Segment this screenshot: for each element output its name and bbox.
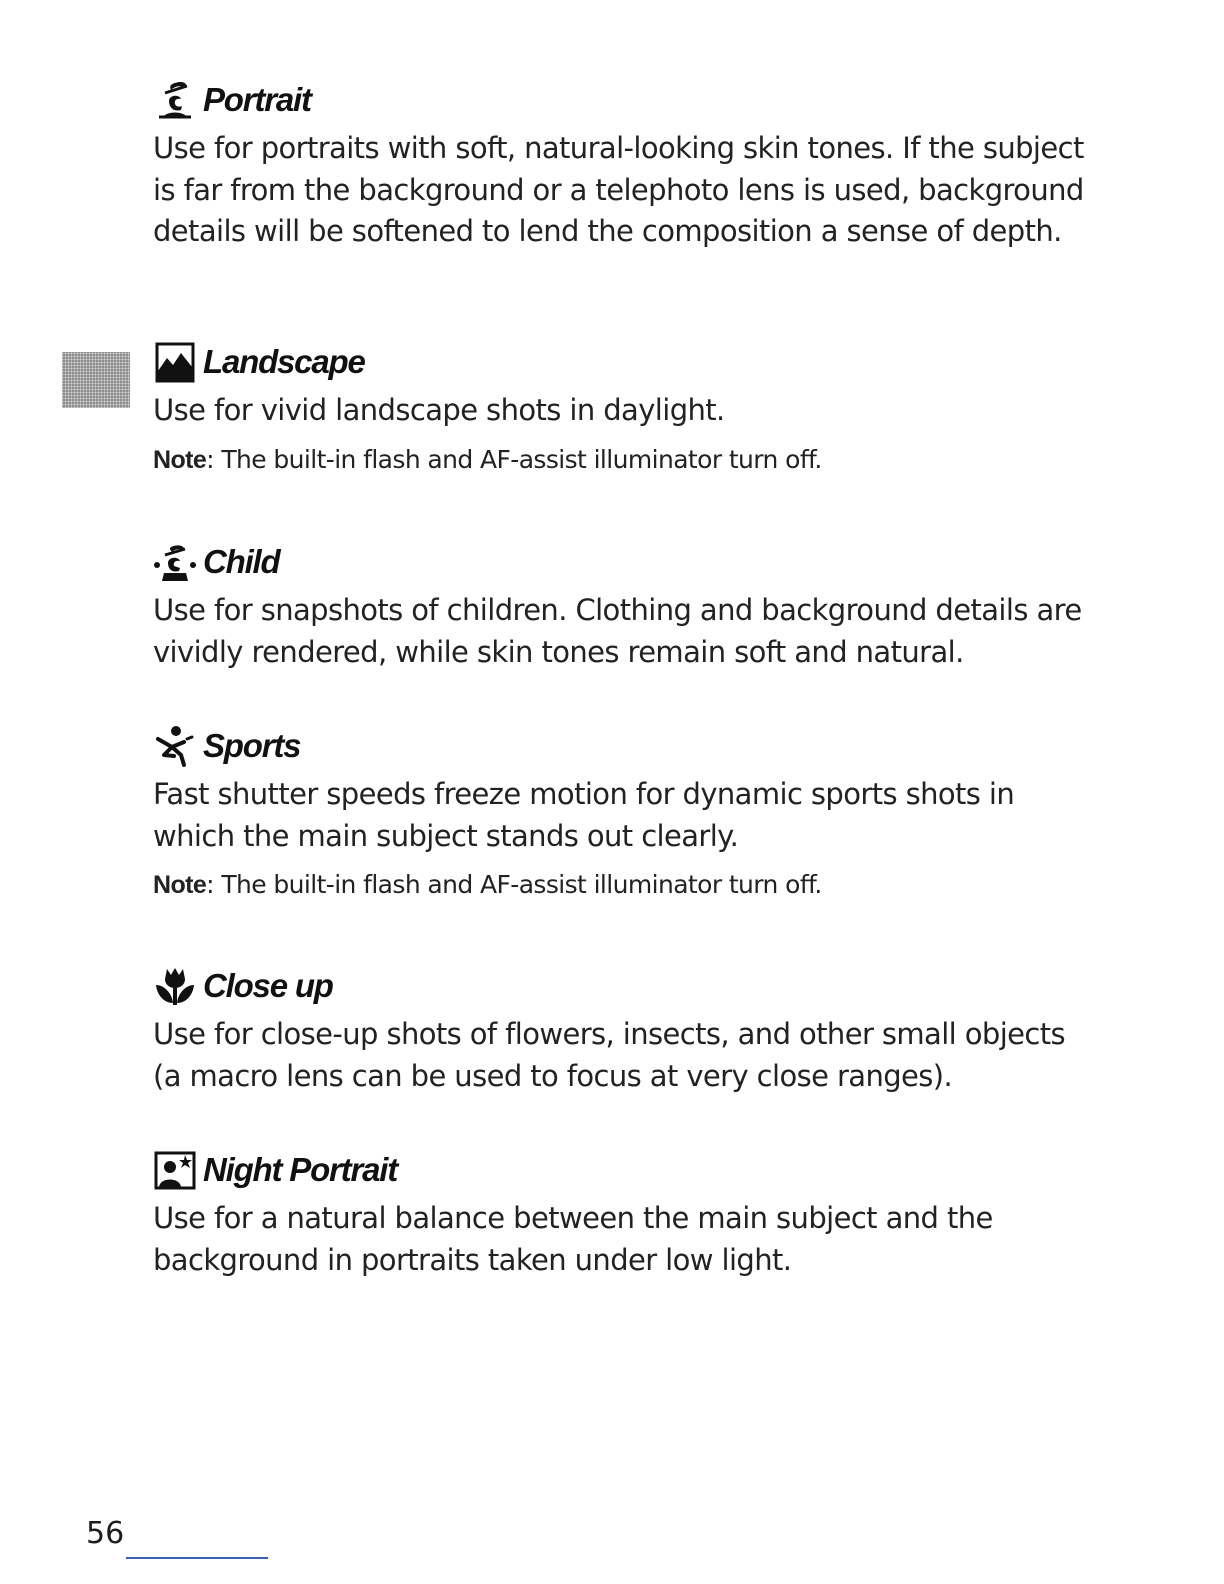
child-icon — [153, 540, 197, 584]
section-title: Landscape — [203, 343, 365, 380]
section-note — [153, 869, 1088, 901]
landscape-icon — [153, 340, 197, 384]
section-title: Portrait — [203, 81, 311, 118]
section-child — [153, 538, 1088, 673]
section-heading — [153, 538, 1088, 586]
note-text: : The built-in flash and AF-assist illuminator turn off. — [206, 870, 822, 899]
section-close-up — [153, 962, 1088, 1097]
section-note — [153, 444, 1088, 476]
section-title: Child — [203, 543, 280, 580]
section-body: Fast shutter speeds freeze motion for dynamic sports shots in which the main subject stands out clearly. — [153, 777, 1015, 853]
section-heading — [153, 1146, 1088, 1194]
night-portrait-icon — [153, 1148, 197, 1192]
section-heading — [153, 962, 1088, 1010]
note-text: : The built-in flash and AF-assist illuminator turn off. — [206, 444, 822, 474]
section-title: Sports — [203, 727, 301, 764]
note-label: Note — [153, 871, 207, 899]
section-body: Use for portraits with soft, natural-looking skin tones. If the subject is far from the background or a telephoto lens is used, background details will be softened to lend the composition a sense of depth. — [153, 131, 1084, 248]
sports-icon — [153, 724, 197, 768]
section-body: Use for a natural balance between the main subject and the background in portraits taken under low light. — [153, 1201, 993, 1277]
section-body: Use for close-up shots of flowers, insects, and other small objects (a macro lens can be used to focus at very close ranges). — [153, 1017, 1066, 1093]
section-body: Use for snapshots of children. Clothing and background details are vividly rendered, while skin tones remain soft and natural. — [153, 593, 1082, 669]
section-heading — [153, 76, 1088, 124]
section-title: Close up — [203, 967, 333, 1004]
note-label: Note — [153, 445, 207, 474]
section-heading — [153, 338, 1088, 386]
section-title: Night Portrait — [203, 1151, 398, 1188]
section-body: Use for vivid landscape shots in daylight. — [153, 393, 725, 427]
chapter-tab-marker — [62, 352, 130, 408]
close-up-flower-icon — [153, 964, 197, 1008]
section-heading — [153, 722, 1088, 770]
section-sports — [153, 722, 1088, 901]
page-rule — [126, 1557, 268, 1559]
page-number: 56 — [86, 1516, 125, 1551]
section-night-portrait — [153, 1146, 1088, 1281]
portrait-icon — [153, 78, 197, 122]
section-landscape — [153, 338, 1088, 476]
section-portrait — [153, 76, 1088, 253]
